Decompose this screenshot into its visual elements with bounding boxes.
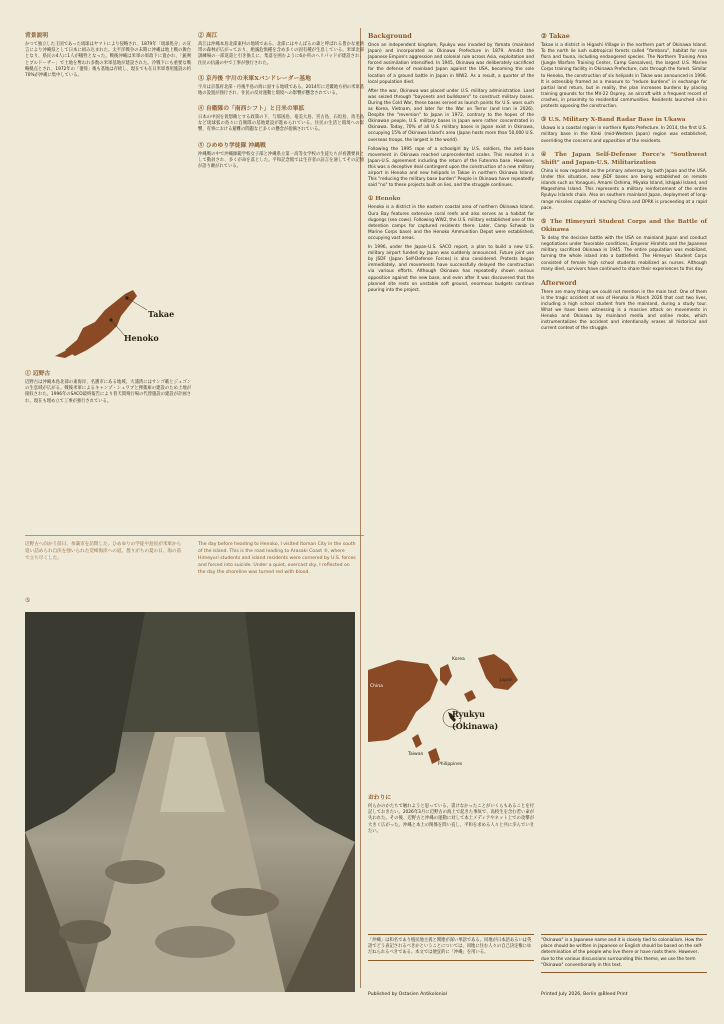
jp-southwest-body: 日本の中国を仮想敵とする政策の下、与那国島、奄美大島、宮古島、石垣島、馬毛島など琉球弧の島々に自衛隊の基地建設が進められている。住民の生活と環境への影響、有事における避難の問題など多くの懸念が指摘されている。 xyxy=(198,115,364,133)
en-henoko-title: ① Henoko xyxy=(368,196,401,203)
map-label-japan: Japan xyxy=(500,678,513,683)
jp-photo-caption: 辺野古へ向かう前日、糸満市を訪問した。ひめゆりの学徒や島民が米軍から追い詰められ自決を強いられた荒崎海岸への道。曇りがちの夏の日、海の前で立ち尽くした。 xyxy=(25,542,182,561)
map-label-takae: Takae xyxy=(148,309,175,319)
okinawa-island-map xyxy=(25,280,191,360)
jp-afterword-section xyxy=(368,790,534,838)
footer-printed: Printed July 2026, Berlin @Bleed Print xyxy=(541,992,628,997)
en-xband-body: Ukawa is a coastal region in northern Kyoto Prefecture. In 2014, the first U.S. military base in the Kinki (mid-Western Japan) region was established, overriding the concerns and opposition of the residents. xyxy=(541,126,707,144)
en-southwest-body: China is now regarded as the primary adversary by both Japan and the USA. Under this situation, new JSDF bases are being established on remote islands such as Yonaguni, Amami Oshima, Miyako Island, Ishigaki Island, and Mageshima Island. This represents a military reinforcement of the entire Ryukyu Islands chain. Also on southern mainland Japan, deployment of long-range missiles capable of reaching China and DPRK is proceeding at a rapid pace. xyxy=(541,169,707,211)
en-himeyuri-title: ⑤ The Himeyuri Student Corps and the Battle of Okinawa xyxy=(541,218,707,233)
jp-background-body: かつて独立した王国であった琉球はヤマトにより侵略され、1879年「琉球処分」の宣言により沖縄県として日本に組み込まれた。太平洋戦争の末期に沖縄は地上戦の舞台となり、県民の4人に1人が犠牲となった。戦後沖縄は米軍の軍政下に置かれ、「銃剣とブルドーザー」で土地を奪われ多数の米軍基地が建設された。冷戦下にも重要な戦略拠点とされ、1972年の「復帰」後も基地は存続し、現在でも在日米軍専用施設の約70%が沖縄に集中している。 xyxy=(25,42,191,78)
en-afterword-title: Afterword xyxy=(541,278,577,287)
jp-kyoto-body: 宇川は京都府北部・丹後半島の海に面する地域である。2014年に近畿地方初の米軍基地の設置が強行され、住民の反対運動と環境への影響が懸念されている。 xyxy=(198,84,364,96)
footer-published: Published by Ostasien Antikolonial xyxy=(368,992,447,997)
en-takae-title: ② Takae xyxy=(541,32,570,40)
en-afterword-body: There are many things we could not mention in the main text. One of them is the tragic accident at sea of Henoko in March 2026 that cost two lives, including a high school student from the mainland, during a study tour. What we have been witnessing is a massive attack on movements in Henoko and Okinawa by mainland media and online mobs, which instrumentalizes the accident and intentionally erases all historical and current context of the struggle. xyxy=(541,289,707,332)
en-xband-title: ③ U.S. Military X-Band Radar Base in Ukawa xyxy=(541,117,686,124)
en-background-title: Background xyxy=(368,32,412,40)
en-southwest-title: ④ The Japan Self-Defense Force's "Southwest Shift" and Japan-U.S. Militarization xyxy=(541,151,707,166)
jp-takae-title: ② 高江 xyxy=(198,33,218,39)
jp-southwest-title: ④ 自衛隊の「南西シフト」と日米の軍拡 xyxy=(198,106,305,112)
coastal-path-photo xyxy=(25,612,355,992)
en-photo-caption: The day before heading to Henoko, I visited Itoman City in the south of the island. This is the road leading to Arasaki Coast ⑤, where Himeyuri students and island residents were cornered by U.S. forces and forced into suicide. Under a quiet, overcast sky, I reflected on the day the shoreline was turned red with blood. xyxy=(198,542,356,575)
jp-afterword-title: おわりに xyxy=(368,795,392,801)
en-henoko-body: Henoko is a district in the eastern coastal area of northern Okinawa Island. Oura Bay features extensive coral reefs and also serves as a habitat for dugongs (sea cows). Following WW2, the U.S. military established one of the detention camps for captured residents there. Later, Camp Schwab (a Marine Corps base) and the Henoko Ammunition Depot were established, occupying vast areas. xyxy=(368,205,534,241)
east-asia-map xyxy=(368,650,534,765)
jp-afterword-body: 何らかのかたちで触れようと思っている。書けなかったことがいくらもあることを付記しておきたい。2026年3月に辺野古の海上で起きた事故で、高校生を含む若い命が失われた。その後、辺野古と沖縄の運動に対して本土メディアやネット上での攻撃が大きく広がった。沖縄と本土の関係を問い直し、平和を求める人々と共に歩んでいきたい。 xyxy=(368,804,534,834)
map-label-china: China xyxy=(370,684,383,689)
photo-marker: ⑤ xyxy=(25,597,31,604)
jp-takae-body: 高江は沖縄本島北部東村の地域である。北部にはやんばるの森と呼ばれる豊かな亜熱帯の森林が広がっており、絶滅危惧種を含め多くの固有種が生息している。米軍北部訓練場の一部返還と引き換えに、集落を囲むように6か所のヘリパッドが建設され、住民の抗議の中で工事が強行された。 xyxy=(198,42,364,66)
jp-background-title: 背景説明 xyxy=(25,33,49,39)
en-column-3 xyxy=(368,28,534,297)
jp-column-1 xyxy=(25,28,191,82)
jp-note-box: 「沖縄」は和名であり植民地主義と関連が深い単語である。同地が日本語あるいは英語でどう表記されるべきかということについては、同地に住む人々の自己決定権にゆだねられるべきである。本文では便宜的に「沖縄」を用いる。 xyxy=(368,934,534,961)
jp-henoko-title: ① 辺野古 xyxy=(25,371,51,377)
map-label-okinawa: (Okinawa) xyxy=(452,721,499,731)
en-henoko-body-2: In 1996, under the Japan-U.S. SACO report, a plan to build a new U.S. military airport funded by Japan was suddenly announced. Future joint use by JSDF (Japan Self-Defense Forces) is also considered. Protests began immediately, and movements have successfully delayed the construction via various efforts. Although Okinawa has repeatedly shown serious opposition against the new base, and even after it was discovered that the planned site rests on unstable soft ground, enormous budgets continue pouring into the project. xyxy=(368,245,534,293)
map-label-korea: Korea xyxy=(452,657,465,662)
en-background-body: Once an independent kingdom, Ryukyu was invaded by Yamato (mainland Japan) and incorporated as Okinawa Prefecture in 1879. Amidst the Japanese Empire's aggression and colonial rule across Asia, exploitation and forced assimilation intensified. In 1945, Okinawa was deliberately sacrificed for the defense of mainland Japan against the USA, becoming the sole location of a ground battle in Japan in WW2. As a result, a quarter of the local population died. xyxy=(368,43,534,85)
map-label-taiwan: Taiwan xyxy=(408,752,424,757)
en-himeyuri-body: To delay the decisive battle with the USA on mainland Japan and conduct negotiations under favorable conditions, Emperor Hirohito and the Japanese military sacrificed Okinawa in 1945. The entire population was mobilized, turning the whole island into a battlefield. The Himeyuri Student Corps consisted of female high school students mobilized as nurses. Although many died, survivors have continued to share their experiences to this day. xyxy=(541,236,707,272)
en-takae-body: Takae is a district in Higashi Village in the northern part of Okinawa Island. To the north lie lush subtropical forests called "Yambaru", habitat for rare flora and fauna, including endangered species. The Northern Training Area (Jungle Warfare Training Center, Camp Gonsalves), the largest U.S. Marine Corps training facility in Okinawa Prefecture, cuts through the forest. Similar to Henoko, the construction of six helipads in Takae was announced in 1996. It is ostensibly framed as a measure to "reduce burdens" in exchange for partial land return, but in reality, the plan increases burdens by placing training grounds for the MV-22 Osprey, an aircraft with a frequent record of crashes, in proximity to residential communities. Residents launched sit-in protests opposing the construction. xyxy=(541,43,707,110)
map-label-ryukyu: Ryukyu xyxy=(452,709,485,719)
map-label-philippines: Philippines xyxy=(438,762,463,767)
left-section-divider xyxy=(25,535,364,536)
jp-henoko-section xyxy=(25,366,191,408)
jp-henoko-body: 辺野古は沖縄本島北部の東海岸、名護市にある地域。大浦湾にはサンゴ礁とジュゴンの生息域が広がる。戦後米軍によるキャンプ・シュワブと弾薬庫の建設のため土地が接収された。1996年のSACO最終報告により普天間飛行場の代替施設の建設が計画され、現在も埋め立て工事が強行されている。 xyxy=(25,380,191,404)
jp-himeyuri-title: ⑤ ひめゆり学徒隊 沖縄戦 xyxy=(198,142,266,149)
jp-himeyuri-body: 沖縄戦の中で沖縄師範学校女子部と沖縄県立第一高等女学校の生徒たちが看護要員として動員され、多くが命を落とした。平和記念館では生存者の証言を通してその記憶が語り継がれている。 xyxy=(198,151,364,169)
en-background-body-3: Following the 1995 rape of a schoolgirl by U.S. soldiers, the anti-base movement in Okinawa reached unprecedented scales. This resulted in a Japan-U.S. agreement including the return of the Futenma base. However, this was a deceptive deal contingent upon the construction of a new military airport in Henoko and new helipads in Takae in northern Okinawa Island. This "reducing the military base burden" People in Okinawa have repeatedly said "no" to these projects built on lies, and the struggle continues. xyxy=(368,146,534,189)
jp-kyoto-title: ③ 京丹後 宇川の米軍Xバンドレーダー基地 xyxy=(198,75,311,82)
en-column-4 xyxy=(541,28,707,335)
jp-column-2 xyxy=(198,28,364,173)
en-background-body-2: After the war, Okinawa was placed under U.S. military administration. Land was seized through "bayonets and bulldozers" to construct military bases. During the Cold War, these bases served as launch points for U.S. wars such as Korea, Vietnam, and later for the War on Terror (and Iran in 2026). Despite the "reversion" to Japan in 1972, contrary to the hopes of the Okinawan people, U.S. military bases in Japan were rather concentrated in Okinawa. Today, 70% of all U.S. military bases in Japan exist in Okinawa, occupying 15% of Okinawa Island's area (Japan hosts more than 50,000 U.S. overseas troops, the largest in the world). xyxy=(368,88,534,143)
map-label-henoko: Henoko xyxy=(124,333,159,343)
en-note-box: "Okinawa" is a Japanese name and it is closely tied to colonialism. How the place should be written in Japanese or English should be based on the self-determination of the people who live there or have roots there. However, due to the various discussions surrounding this theme, we use the term "Okinawa" conventionally in this text. xyxy=(541,934,707,973)
